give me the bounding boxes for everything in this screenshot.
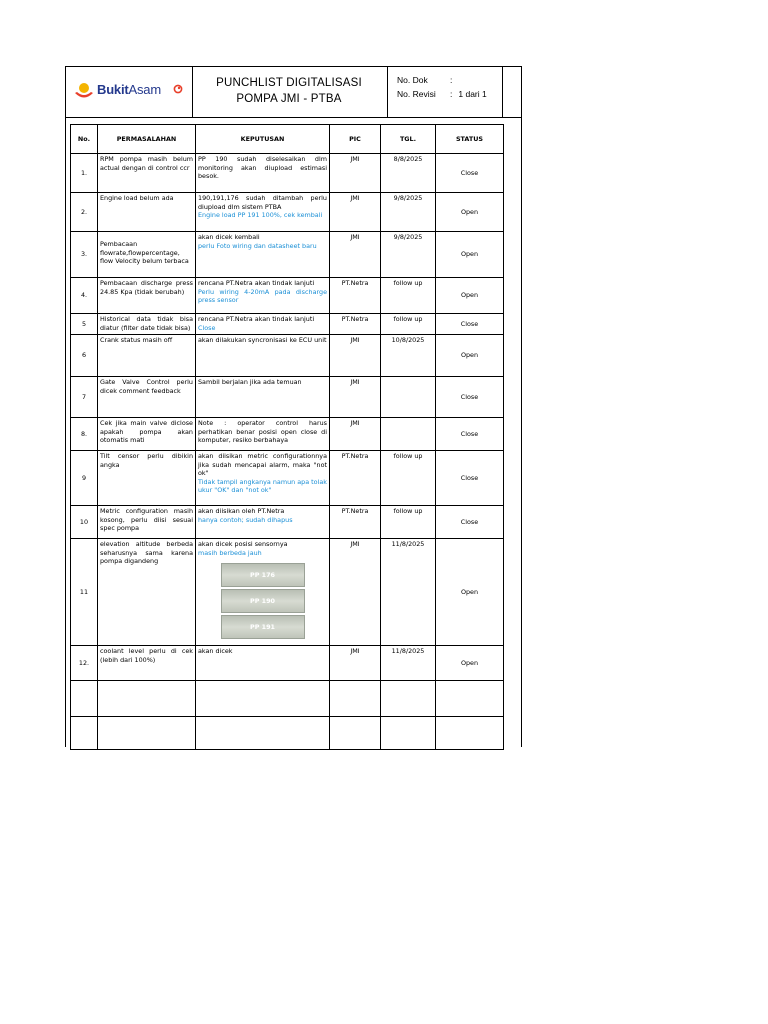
decision-cell: akan dilakukan syncronisasi ke ECU unit: [196, 335, 330, 377]
header-divider: [502, 67, 503, 117]
row-number: 7: [71, 377, 98, 418]
decision-cell: PP 190 sudah diselesaikan dlm monitoring akan diupload estimasi besok.: [196, 154, 330, 193]
status-cell: Close: [436, 418, 504, 451]
date-cell: 11/8/2025: [381, 539, 436, 646]
row-number: 10: [71, 506, 98, 539]
date-cell: 11/8/2025: [381, 646, 436, 681]
screenshot-pp191: PP 191: [221, 615, 305, 639]
column-header-status: STATUS: [436, 125, 504, 154]
table-row: [71, 418, 504, 451]
pic-cell: JMI: [330, 418, 381, 451]
table-header-row: [71, 125, 504, 154]
status-cell: Close: [436, 154, 504, 193]
table-row: [71, 154, 504, 193]
frame-line-right: [521, 117, 522, 747]
pic-cell: JMI: [330, 193, 381, 232]
empty-cell: [196, 681, 330, 717]
status-cell: Open: [436, 335, 504, 377]
decision-cell: rencana PT.Netra akan tindak lanjuti Close: [196, 314, 330, 335]
date-cell: follow up: [381, 314, 436, 335]
decision-note: Perlu wiring 4-20mA pada discharge press sensor: [198, 287, 327, 305]
date-cell: follow up: [381, 451, 436, 506]
table-row: [71, 377, 504, 418]
empty-cell: [330, 681, 381, 717]
table-row: [71, 646, 504, 681]
header-divider: [387, 67, 388, 117]
row-number: 11: [71, 539, 98, 646]
date-cell: 9/8/2025: [381, 193, 436, 232]
table-row: [71, 335, 504, 377]
empty-cell: [196, 717, 330, 750]
status-cell: Open: [436, 193, 504, 232]
bukit-asam-logo-icon: [74, 80, 94, 100]
column-header-date: TGL.: [381, 125, 436, 154]
frame-line-left: [65, 117, 66, 747]
status-cell: Open: [436, 539, 504, 646]
empty-cell: [71, 681, 98, 717]
decision-cell: akan dicek posisi sensornya masih berbeda jauh PP 176 PP 190 PP 191: [196, 539, 330, 646]
row-number: 4.: [71, 278, 98, 314]
empty-cell: [98, 681, 196, 717]
date-cell: follow up: [381, 506, 436, 539]
column-header-decision: KEPUTUSAN: [196, 125, 330, 154]
date-cell: [381, 418, 436, 451]
status-cell: Open: [436, 232, 504, 278]
table-row: [71, 451, 504, 506]
issue-cell: Engine load belum ada: [98, 193, 196, 232]
document-header: [65, 66, 522, 118]
empty-cell: [436, 717, 504, 750]
issue-cell: Pembacaan flowrate,flowpercentage, flow Velocity belum terbaca: [98, 232, 196, 278]
row-number: 3.: [71, 232, 98, 278]
decision-note: perlu Foto wiring dan datasheet baru: [198, 241, 317, 250]
decision-cell: akan dicek kembali perlu Foto wiring dan datasheet baru: [196, 232, 330, 278]
revision-row: No. Revisi : 1 dari 1: [397, 89, 487, 99]
empty-cell: [98, 717, 196, 750]
logo-swirl-icon: [173, 84, 183, 94]
decision-cell: 190,191,176 sudah ditambah perlu diupload dlm sistem PTBA Engine load PP 191 100%, cek kembali: [196, 193, 330, 232]
punchlist-table: [70, 124, 504, 750]
status-cell: Close: [436, 377, 504, 418]
date-cell: 9/8/2025: [381, 232, 436, 278]
decision-cell: Sambil berjalan jika ada temuan: [196, 377, 330, 418]
pic-cell: JMI: [330, 154, 381, 193]
date-cell: 8/8/2025: [381, 154, 436, 193]
date-cell: follow up: [381, 278, 436, 314]
empty-cell: [330, 717, 381, 750]
date-cell: 10/8/2025: [381, 335, 436, 377]
company-logo: [74, 80, 186, 106]
table-row: [71, 314, 504, 335]
column-header-issue: PERMASALAHAN: [98, 125, 196, 154]
screenshot-pp190: PP 190: [221, 589, 305, 613]
row-number: 1.: [71, 154, 98, 193]
decision-cell: Note : operator control harus perhatikan benar posisi open close di komputer, resiko berbahaya: [196, 418, 330, 451]
issue-cell: Historical data tidak bisa diatur (filter date tidak bisa): [98, 314, 196, 335]
issue-cell: Metric configuration masih kosong, perlu diisi sesuai spec pompa: [98, 506, 196, 539]
document-title: PUNCHLIST DIGITALISASI POMPA JMI - PTBA: [216, 77, 362, 105]
pic-cell: PT.Netra: [330, 451, 381, 506]
issue-cell: Gate Valve Control perlu dicek comment feedback: [98, 377, 196, 418]
date-cell: [381, 377, 436, 418]
pic-cell: PT.Netra: [330, 278, 381, 314]
row-number: 8.: [71, 418, 98, 451]
issue-cell: Crank status masih off: [98, 335, 196, 377]
issue-cell: Tilt censor perlu dibikin angka: [98, 451, 196, 506]
empty-cell: [381, 681, 436, 717]
pic-cell: PT.Netra: [330, 314, 381, 335]
status-cell: Open: [436, 278, 504, 314]
pic-cell: JMI: [330, 232, 381, 278]
status-cell: Close: [436, 451, 504, 506]
pic-cell: PT.Netra: [330, 506, 381, 539]
row-number: 5: [71, 314, 98, 335]
pic-cell: JMI: [330, 539, 381, 646]
header-divider: [192, 67, 193, 117]
screenshot-group: [198, 557, 327, 639]
column-header-pic: PIC: [330, 125, 381, 154]
row-number: 12.: [71, 646, 98, 681]
decision-note: Close: [198, 323, 216, 332]
empty-cell: [381, 717, 436, 750]
row-number: 6: [71, 335, 98, 377]
decision-note: hanya contoh; sudah dihapus: [198, 515, 293, 524]
column-header-no: No.: [71, 125, 98, 154]
document-meta: [397, 73, 487, 101]
table-row: [71, 506, 504, 539]
issue-cell: Cek jika main valve diclose apakah pompa akan otomatis mati: [98, 418, 196, 451]
table-row-empty: [71, 717, 504, 750]
doc-number-row: No. Dok :: [397, 75, 453, 85]
logo-wordmark: BukitAsam: [97, 82, 161, 97]
decision-cell: akan dicek: [196, 646, 330, 681]
issue-cell: elevation altitude berbeda seharusnya sama karena pompa digandeng: [98, 539, 196, 646]
screenshot-pp176: PP 176: [221, 563, 305, 587]
decision-cell: akan diisikan metric configurationnya jika sudah mencapai alarm, maka "not ok" Tidak tampil angkanya namun apa tolak ukur "OK" dan "not ok": [196, 451, 330, 506]
empty-cell: [436, 681, 504, 717]
pic-cell: JMI: [330, 646, 381, 681]
table-row: [71, 278, 504, 314]
status-cell: Close: [436, 314, 504, 335]
decision-note: Tidak tampil angkanya namun apa tolak ukur "OK" dan "not ok": [198, 477, 327, 495]
issue-cell: coolant level perlu di cek (lebih dari 100%): [98, 646, 196, 681]
row-number: 2.: [71, 193, 98, 232]
table-row: [71, 232, 504, 278]
table-row: [71, 193, 504, 232]
table-row-empty: [71, 681, 504, 717]
empty-cell: [71, 717, 98, 750]
decision-note: Engine load PP 191 100%, cek kembali: [198, 211, 323, 220]
table-row: [71, 539, 504, 646]
decision-cell: akan diisikan oleh PT.Netra hanya contoh; sudah dihapus: [196, 506, 330, 539]
row-number: 9: [71, 451, 98, 506]
decision-cell: rencana PT.Netra akan tindak lanjuti Perlu wiring 4-20mA pada discharge press sensor: [196, 278, 330, 314]
pic-cell: JMI: [330, 335, 381, 377]
pic-cell: JMI: [330, 377, 381, 418]
issue-cell: Pembacaan discharge press 24.85 Kpa (tidak berubah): [98, 278, 196, 314]
issue-cell: RPM pompa masih belum actual dengan di control ccr: [98, 154, 196, 193]
decision-note: masih berbeda jauh: [198, 548, 262, 557]
status-cell: Close: [436, 506, 504, 539]
status-cell: Open: [436, 646, 504, 681]
